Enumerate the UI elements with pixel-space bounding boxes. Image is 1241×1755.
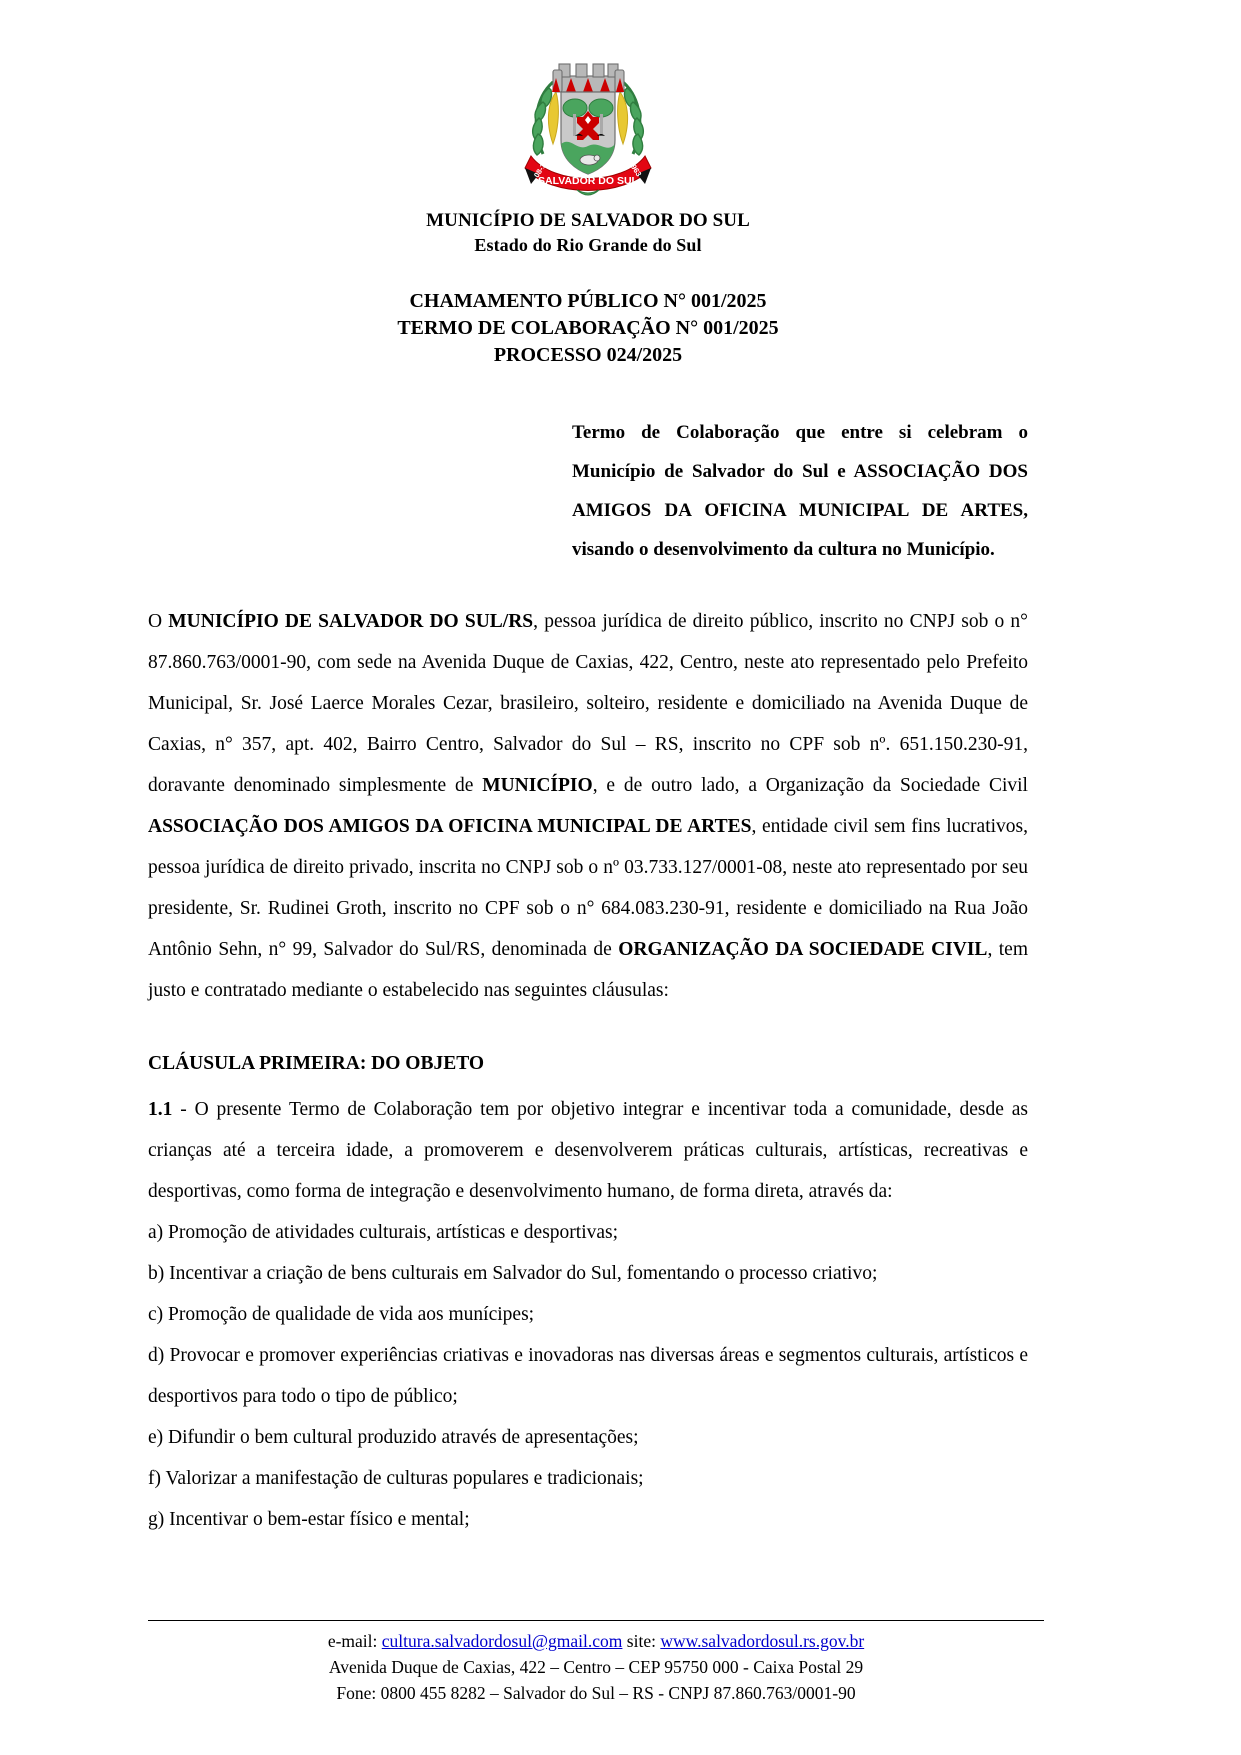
title-termo-colaboracao: TERMO DE COLABORAÇÃO N° 001/2025: [397, 317, 779, 339]
objective-item: b) Incentivar a criação de bens culturais em Salvador do Sul, fomentando o processo criativo;: [148, 1263, 878, 1284]
title-processo: PROCESSO 024/2025: [493, 344, 683, 366]
objective-item: a) Promoção de atividades culturais, artísticas e desportivas;: [148, 1222, 619, 1243]
footer-email-link[interactable]: cultura.salvadordosul@gmail.com: [381, 1631, 623, 1651]
clause-1-1-number: 1.1: [148, 1099, 173, 1120]
objective-item: d) Provocar e promover experiências criativas e inovadoras nas diversas áreas e segmentos culturais, artísticos e desportivos para todo o tipo de público;: [148, 1345, 1028, 1407]
coat-of-arms-icon: [513, 48, 663, 208]
title-chamamento-publico: CHAMAMENTO PÚBLICO N° 001/2025: [409, 290, 767, 312]
objective-item: c) Promoção de qualidade de vida aos munícipes;: [148, 1304, 535, 1325]
objective-items-list: [148, 1212, 1028, 1540]
clause-first-heading: CLÁUSULA PRIMEIRA: DO OBJETO: [148, 1053, 485, 1074]
state-name: Estado do Rio Grande do Sul: [474, 235, 702, 255]
objective-item: g) Incentivar o bem-estar físico e mental;: [148, 1509, 470, 1530]
svg-text:08-10: 08-10: [531, 158, 550, 180]
clause-1-1-text: - O presente Termo de Colaboração tem por objetivo integrar e incentivar toda a comunidade, desde as crianças até a terceira idade, a promoverem e desenvolverem práticas culturais, artísticas, recreativas e desportivas, como forma de integração e desenvolvimento humano, de forma direta, através da:: [148, 1099, 1028, 1202]
objective-item: f) Valorizar a manifestação de culturas populares e tradicionais;: [148, 1468, 644, 1489]
objective-item: e) Difundir o bem cultural produzido através de apresentações;: [148, 1427, 639, 1448]
municipality-name: MUNICÍPIO DE SALVADOR DO SUL: [426, 210, 750, 231]
footer-address: Avenida Duque de Caxias, 422 – Centro – CEP 95750 000 - Caixa Postal 29: [328, 1657, 864, 1677]
crest-container: [148, 0, 1028, 208]
preamble-block: Termo de Colaboração que entre si celebram o Município de Salvador do Sul e ASSOCIAÇÃO DOS AMIGOS DA OFICINA MUNICIPAL DE ARTES, visando o desenvolvimento da cultura no Município.: [572, 422, 1028, 560]
clause-1-1: [148, 1089, 1028, 1212]
footer-phone-cnpj: Fone: 0800 455 8282 – Salvador do Sul – RS - CNPJ 87.860.763/0001-90: [336, 1683, 856, 1703]
parties-paragraph: O MUNICÍPIO DE SALVADOR DO SUL/RS, pessoa jurídica de direito público, inscrito no CNPJ sob o n° 87.860.763/0001-90, com sede na Avenida Duque de Caxias, 422, Centro, neste ato representado pelo Prefeito Municipal, Sr. José Laerce Morales Cezar, brasileiro, solteiro, residente e domiciliado na Avenida Duque de Caxias, n° 357, apt. 402, Bairro Centro, Salvador do Sul – RS, inscrito no CPF sob nº. 651.150.230-91, doravante denominado simplesmente de MUNICÍPIO, e de outro lado, a Organização da Sociedade Civil ASSOCIAÇÃO DOS AMIGOS DA OFICINA MUNICIPAL DE ARTES, entidade civil sem fins lucrativos, pessoa jurídica de direito privado, inscrita no CNPJ sob o nº 03.733.127/0001-08, neste ato representado por seu presidente, Sr. Rudinei Groth, inscrito no CPF sob o n° 684.083.230-91, residente e domiciliado na Rua João Antônio Sehn, n° 99, Salvador do Sul/RS, denominada de ORGANIZAÇÃO DA SOCIEDADE CIVIL, tem justo e contratado mediante o estabelecido nas seguintes cláusulas:: [148, 611, 1028, 1001]
footer-site-link[interactable]: www.salvadordosul.rs.gov.br: [660, 1631, 865, 1651]
document-title: [148, 288, 1028, 369]
footer-contact-line: [148, 1628, 1044, 1654]
footer-email-label: e-mail:: [327, 1631, 382, 1651]
svg-text:1963: 1963: [626, 159, 644, 179]
footer-site-label: site:: [622, 1631, 661, 1651]
document-content: [148, 0, 1028, 1540]
page-footer: [148, 1620, 1044, 1706]
svg-text:SALVADOR DO SUL: SALVADOR DO SUL: [538, 175, 638, 187]
